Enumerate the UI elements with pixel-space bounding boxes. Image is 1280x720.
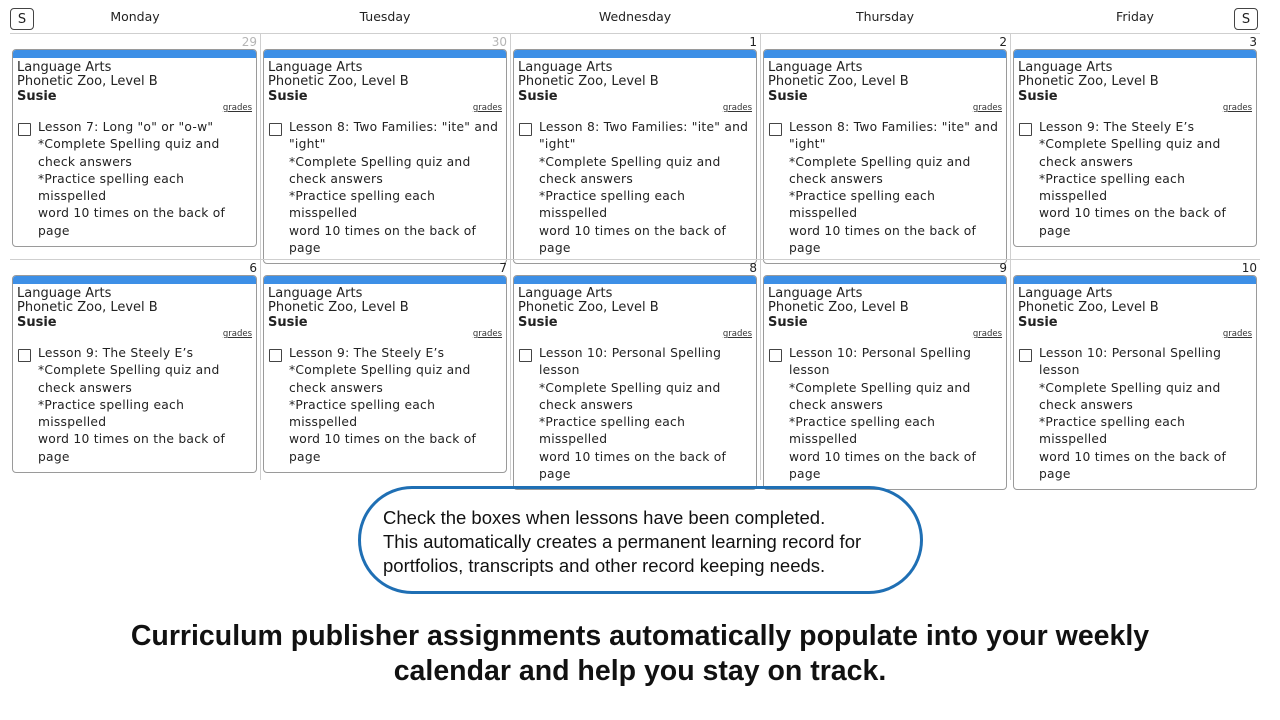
lesson-line: word 10 times on the back of xyxy=(1039,206,1227,221)
assignment-card[interactable] xyxy=(263,275,507,473)
subject-label: Language Arts xyxy=(1018,60,1113,75)
lesson-complete-checkbox[interactable] xyxy=(1019,123,1032,136)
subject-color-bar xyxy=(1014,276,1256,284)
lesson-line: page xyxy=(289,449,321,464)
lesson-item xyxy=(17,345,252,466)
lesson-line: check answers xyxy=(539,397,633,412)
lesson-line: Lesson 9: The Steely E’s xyxy=(1039,120,1195,134)
lesson-line: *Complete Spelling quiz and xyxy=(38,363,220,378)
student-name: Susie xyxy=(17,89,57,104)
lesson-line: Lesson 10: Personal Spelling xyxy=(539,346,722,360)
lesson-line: *Practice spelling each misspelled xyxy=(38,171,185,204)
grades-link[interactable]: grades xyxy=(1222,329,1252,339)
lesson-line: word 10 times on the back of xyxy=(289,223,477,238)
assignment-card[interactable] xyxy=(12,275,257,473)
grades-link[interactable]: grades xyxy=(222,329,252,339)
lesson-line: *Complete Spelling quiz and xyxy=(539,154,721,169)
course-title: Phonetic Zoo, Level B xyxy=(768,300,909,315)
subject-color-bar xyxy=(1014,50,1256,58)
lesson-description xyxy=(1039,119,1252,240)
lesson-line: check answers xyxy=(539,171,633,186)
day-number: 6 xyxy=(249,261,257,275)
lesson-description xyxy=(539,119,752,257)
calendar-day-cell[interactable] xyxy=(510,34,760,260)
course-title: Phonetic Zoo, Level B xyxy=(518,300,659,315)
lesson-line: check answers xyxy=(1039,154,1133,169)
student-name: Susie xyxy=(268,89,308,104)
course-title: Phonetic Zoo, Level B xyxy=(17,74,158,89)
day-number: 3 xyxy=(1249,35,1257,49)
assignment-card[interactable] xyxy=(263,49,507,264)
assignment-card[interactable] xyxy=(513,275,757,490)
lesson-line: *Complete Spelling quiz and xyxy=(38,137,220,152)
lesson-line: lesson xyxy=(539,363,580,378)
lesson-line: page xyxy=(38,223,70,238)
assignment-card-body xyxy=(13,58,256,246)
calendar-day-cell[interactable] xyxy=(760,260,1010,480)
assignment-card-body xyxy=(764,284,1006,489)
lesson-line: check answers xyxy=(789,397,883,412)
lesson-line: page xyxy=(789,467,821,482)
lesson-complete-checkbox[interactable] xyxy=(18,349,31,362)
lesson-line: *Practice spelling each misspelled xyxy=(539,189,686,221)
subject-color-bar xyxy=(514,276,756,284)
subject-color-bar xyxy=(764,276,1006,284)
instruction-callout xyxy=(358,486,923,594)
lesson-line: *Practice spelling each misspelled xyxy=(289,397,436,430)
lesson-item xyxy=(768,345,1002,483)
assignment-card-body xyxy=(514,58,756,263)
lesson-description xyxy=(789,345,1002,483)
footer-line: calendar and help you stay on track. xyxy=(393,655,887,687)
lesson-line: word 10 times on the back of xyxy=(289,432,477,447)
lesson-item xyxy=(17,119,252,240)
grades-link[interactable]: grades xyxy=(722,329,752,339)
lesson-complete-checkbox[interactable] xyxy=(269,349,282,362)
grades-link[interactable]: grades xyxy=(722,103,752,113)
lesson-line: check answers xyxy=(38,380,132,395)
subject-label: Language Arts xyxy=(268,286,363,301)
day-number: 29 xyxy=(241,35,257,49)
day-header-monday: Monday xyxy=(110,9,160,24)
day-number: 7 xyxy=(499,261,507,275)
lesson-complete-checkbox[interactable] xyxy=(519,349,532,362)
assignment-card[interactable] xyxy=(763,275,1007,490)
subject-label: Language Arts xyxy=(17,60,112,75)
lesson-line: lesson xyxy=(789,363,830,378)
grades-link[interactable]: grades xyxy=(972,103,1002,113)
subject-label: Language Arts xyxy=(768,60,863,75)
calendar-day-cell[interactable] xyxy=(1010,260,1260,480)
subject-label: Language Arts xyxy=(518,286,613,301)
calendar-day-cell[interactable] xyxy=(760,34,1010,260)
student-name: Susie xyxy=(1018,315,1058,330)
assignment-card-body xyxy=(264,58,506,263)
student-name: Susie xyxy=(268,315,308,330)
lesson-line: *Practice spelling each misspelled xyxy=(539,415,686,447)
subject-label: Language Arts xyxy=(17,286,112,301)
calendar-day-cell[interactable] xyxy=(1010,34,1260,260)
lesson-line: Lesson 9: The Steely E’s xyxy=(38,346,194,360)
lesson-complete-checkbox[interactable] xyxy=(769,349,782,362)
lesson-line: page xyxy=(289,241,321,256)
subject-color-bar xyxy=(13,50,256,58)
calendar-day-cell[interactable] xyxy=(260,34,510,260)
lesson-description xyxy=(289,119,502,257)
lesson-description xyxy=(38,345,252,466)
lesson-description xyxy=(289,345,502,466)
lesson-complete-checkbox[interactable] xyxy=(519,123,532,136)
lesson-line: word 10 times on the back of xyxy=(1039,449,1227,464)
grades-link[interactable]: grades xyxy=(472,103,502,113)
assignment-card[interactable] xyxy=(12,49,257,247)
lesson-line: *Complete Spelling quiz and xyxy=(1039,137,1221,152)
lesson-line: Lesson 8: Two Families: "ite" and xyxy=(289,120,499,134)
footer-tagline xyxy=(0,619,1280,689)
grades-link[interactable]: grades xyxy=(1222,103,1252,113)
lesson-complete-checkbox[interactable] xyxy=(1019,349,1032,362)
lesson-description xyxy=(539,345,752,483)
week-row xyxy=(10,33,1260,260)
assignment-card-body xyxy=(514,284,756,489)
lesson-line: word 10 times on the back of xyxy=(789,449,977,464)
lesson-line: "ight" xyxy=(789,137,826,152)
subject-color-bar xyxy=(264,50,506,58)
callout-line: This automatically creates a permanent learning record for xyxy=(383,531,862,552)
lesson-line: *Complete Spelling quiz and xyxy=(539,380,721,395)
lesson-line: *Practice spelling each misspelled xyxy=(1039,415,1186,447)
calendar-day-cell[interactable] xyxy=(10,260,260,480)
calendar-day-cell[interactable] xyxy=(10,34,260,260)
day-header-friday: Friday xyxy=(1116,9,1154,24)
assignment-card-body xyxy=(764,58,1006,263)
student-name: Susie xyxy=(768,89,808,104)
grades-link[interactable]: grades xyxy=(472,329,502,339)
subject-label: Language Arts xyxy=(768,286,863,301)
lesson-item xyxy=(768,119,1002,257)
lesson-description xyxy=(38,119,252,240)
day-number: 30 xyxy=(491,35,507,49)
lesson-line: page xyxy=(38,449,70,464)
course-title: Phonetic Zoo, Level B xyxy=(768,74,909,89)
lesson-complete-checkbox[interactable] xyxy=(769,123,782,136)
callout-line: portfolios, transcripts and other record keeping needs. xyxy=(383,555,826,576)
lesson-line: check answers xyxy=(38,154,132,169)
lesson-line: *Practice spelling each misspelled xyxy=(1039,171,1186,204)
lesson-line: "ight" xyxy=(539,137,576,152)
lesson-line: word 10 times on the back of xyxy=(539,449,727,464)
day-number: 1 xyxy=(749,35,757,49)
course-title: Phonetic Zoo, Level B xyxy=(17,300,158,315)
lesson-line: Lesson 8: Two Families: "ite" and xyxy=(789,120,999,134)
lesson-line: *Practice spelling each misspelled xyxy=(789,415,936,447)
day-number: 2 xyxy=(999,35,1007,49)
lesson-line: lesson xyxy=(1039,363,1080,378)
assignment-card[interactable] xyxy=(763,49,1007,264)
grades-link[interactable]: grades xyxy=(222,103,252,113)
lesson-line: page xyxy=(539,241,571,256)
assignment-card-body xyxy=(13,284,256,472)
lesson-line: Lesson 10: Personal Spelling xyxy=(1039,346,1222,360)
assignment-card[interactable] xyxy=(513,49,757,264)
assignment-card[interactable] xyxy=(1013,49,1257,247)
calendar-day-cell[interactable] xyxy=(510,260,760,480)
lesson-line: word 10 times on the back of xyxy=(789,223,977,238)
student-name: Susie xyxy=(768,315,808,330)
day-header-wednesday: Wednesday xyxy=(598,9,672,24)
lesson-line: *Complete Spelling quiz and xyxy=(289,363,471,378)
footer-line: Curriculum publisher assignments automatically populate into your weekly xyxy=(130,620,1150,652)
lesson-line: Lesson 10: Personal Spelling xyxy=(789,346,972,360)
day-number: 9 xyxy=(999,261,1007,275)
course-title: Phonetic Zoo, Level B xyxy=(1018,300,1159,315)
day-header-thursday: Thursday xyxy=(855,9,915,24)
subject-color-bar xyxy=(13,276,256,284)
day-header-tuesday: Tuesday xyxy=(359,9,411,24)
lesson-item xyxy=(518,119,752,257)
lesson-line: "ight" xyxy=(289,137,326,152)
week-row xyxy=(10,259,1260,480)
assignment-card-body xyxy=(264,284,506,472)
course-title: Phonetic Zoo, Level B xyxy=(1018,74,1159,89)
lesson-line: *Complete Spelling quiz and xyxy=(1039,380,1221,395)
lesson-line: Lesson 7: Long "o" or "o-w" xyxy=(38,120,214,134)
lesson-line: *Complete Spelling quiz and xyxy=(289,154,471,169)
lesson-description xyxy=(1039,345,1252,483)
lesson-line: page xyxy=(789,241,821,256)
lesson-line: check answers xyxy=(789,171,883,186)
lesson-line: *Practice spelling each misspelled xyxy=(38,397,185,430)
lesson-line: *Practice spelling each misspelled xyxy=(289,189,436,221)
lesson-description xyxy=(789,119,1002,257)
subject-label: Language Arts xyxy=(268,60,363,75)
lesson-complete-checkbox[interactable] xyxy=(269,123,282,136)
student-name: Susie xyxy=(518,315,558,330)
subject-color-bar xyxy=(514,50,756,58)
lesson-line: Lesson 9: The Steely E’s xyxy=(289,346,445,360)
callout-line: Check the boxes when lessons have been completed. xyxy=(383,507,826,528)
assignment-card-body xyxy=(1014,284,1256,489)
lesson-line: word 10 times on the back of xyxy=(38,432,226,447)
course-title: Phonetic Zoo, Level B xyxy=(268,300,409,315)
grades-link[interactable]: grades xyxy=(972,329,1002,339)
lesson-line: page xyxy=(1039,223,1071,238)
previous-week-button[interactable]: S xyxy=(10,8,34,30)
lesson-item xyxy=(1018,345,1252,483)
lesson-line: *Practice spelling each misspelled xyxy=(789,189,936,221)
lesson-line: page xyxy=(1039,467,1071,482)
lesson-complete-checkbox[interactable] xyxy=(18,123,31,136)
calendar-day-cell[interactable] xyxy=(260,260,510,480)
lesson-line: check answers xyxy=(1039,397,1133,412)
day-number: 10 xyxy=(1241,261,1257,275)
lesson-line: *Complete Spelling quiz and xyxy=(789,154,971,169)
course-title: Phonetic Zoo, Level B xyxy=(518,74,659,89)
lesson-line: page xyxy=(539,467,571,482)
subject-label: Language Arts xyxy=(1018,286,1113,301)
day-number: 8 xyxy=(749,261,757,275)
student-name: Susie xyxy=(1018,89,1058,104)
lesson-item xyxy=(518,345,752,483)
lesson-item xyxy=(268,119,502,257)
lesson-line: *Complete Spelling quiz and xyxy=(789,380,971,395)
assignment-card-body xyxy=(1014,58,1256,246)
student-name: Susie xyxy=(518,89,558,104)
lesson-line: word 10 times on the back of xyxy=(539,223,727,238)
lesson-line: Lesson 8: Two Families: "ite" and xyxy=(539,120,749,134)
lesson-item xyxy=(268,345,502,466)
subject-label: Language Arts xyxy=(518,60,613,75)
student-name: Susie xyxy=(17,315,57,330)
assignment-card[interactable] xyxy=(1013,275,1257,490)
lesson-line: check answers xyxy=(289,380,383,395)
subject-color-bar xyxy=(764,50,1006,58)
lesson-item xyxy=(1018,119,1252,240)
subject-color-bar xyxy=(264,276,506,284)
next-week-button[interactable]: S xyxy=(1234,8,1258,30)
lesson-line: word 10 times on the back of xyxy=(38,206,226,221)
lesson-line: check answers xyxy=(289,171,383,186)
course-title: Phonetic Zoo, Level B xyxy=(268,74,409,89)
